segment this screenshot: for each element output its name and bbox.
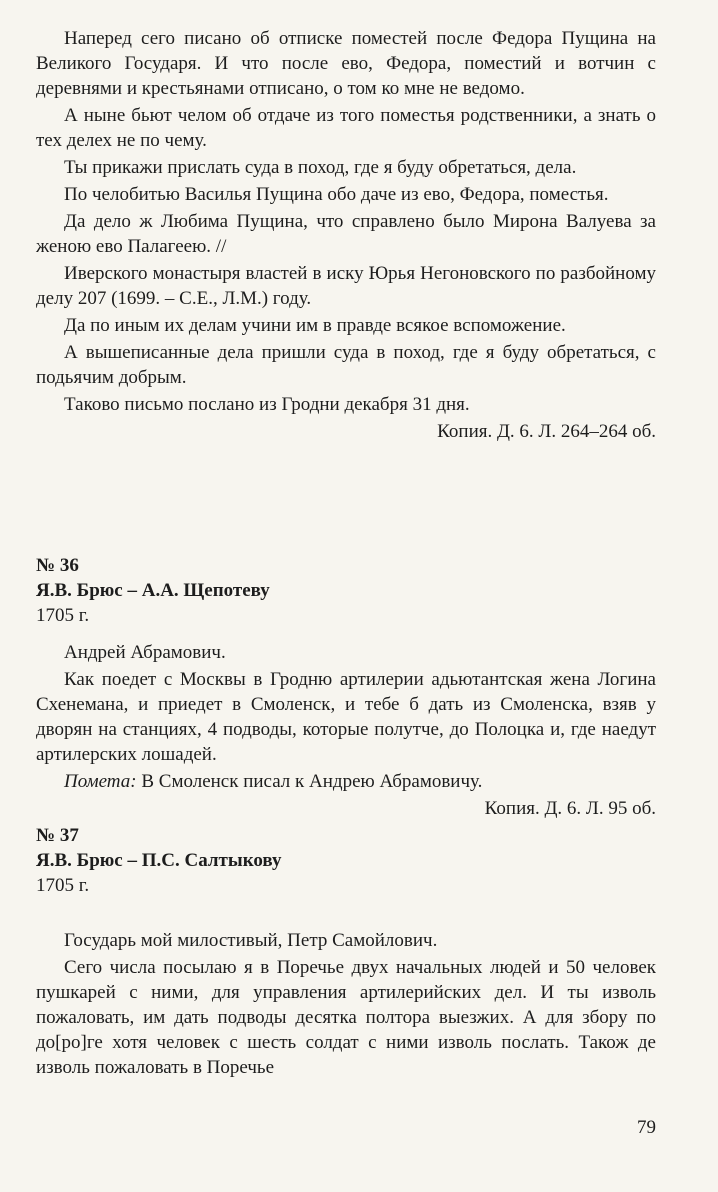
paragraph: Ты прикажи прислать суда в поход, где я буду обретаться, дела. bbox=[64, 157, 577, 178]
paragraph: А вышеписанные дела пришли суда в поход, где я буду обретаться, с подьячим добрым. bbox=[36, 342, 656, 388]
document-number: № 36 bbox=[36, 555, 79, 576]
paragraph: Сего числа посылаю я в Поречье двух начальных людей и 50 человек пушкарей с ними, для управления артилерийских дел. И ты изволь пожаловать, им дать подводы десятка полтора выезжих. А для збору по до[ро]ге хотя человек с шесть солдат с ними изволь послать. Також де изволь пожаловать в Поречье bbox=[36, 957, 656, 1078]
archive-source: Копия. Д. 6. Л. 264–264 об. bbox=[437, 421, 656, 442]
document-addressee: Я.В. Брюс – А.А. Щепотеву bbox=[36, 580, 270, 601]
paragraph: Да дело ж Любима Пущина, что справлено было Мирона Валуева за женою ево Палагеею. // bbox=[36, 211, 656, 257]
note bbox=[36, 769, 656, 794]
archive-source: Копия. Д. 6. Л. 95 об. bbox=[484, 798, 656, 819]
page-number: 79 bbox=[637, 1117, 656, 1138]
salutation: Андрей Абрамович. bbox=[64, 642, 226, 663]
document-36 bbox=[36, 553, 656, 821]
paragraph: По челобитью Василья Пущина обо даче из ево, Федора, поместья. bbox=[64, 184, 609, 205]
paragraph: Наперед сего писано об отписке поместей после Федора Пущина на Великого Государя. И что после ево, Федора, поместий и вотчин с деревнями и крестьянами отписано, о том ко мне не ведомо. bbox=[36, 28, 656, 99]
document-addressee: Я.В. Брюс – П.С. Салтыкову bbox=[36, 850, 282, 871]
note-label: Помета: bbox=[64, 771, 137, 792]
paragraph: Таково письмо послано из Гродни декабря 31 дня. bbox=[64, 394, 470, 415]
document-year: 1705 г. bbox=[36, 605, 90, 626]
note-text: В Смоленск писал к Андрею Абрамовичу. bbox=[141, 771, 483, 792]
salutation: Государь мой милостивый, Петр Самойлович. bbox=[64, 930, 438, 951]
document-37 bbox=[36, 823, 656, 1082]
document-number: № 37 bbox=[36, 825, 79, 846]
paragraph: А ныне бьют челом об отдаче из того поместья родственники, а знать о тех делех не по чему. bbox=[36, 105, 656, 151]
paragraph: Да по иным их делам учини им в правде всякое вспоможение. bbox=[64, 315, 566, 336]
paragraph: Иверского монастыря властей в иску Юрья Негоновского по разбойному делу 207 (1699. – С.Е., Л.М.) году. bbox=[36, 263, 656, 309]
paragraph: Как поедет с Москвы в Гродню артилерии адьютантская жена Логина Схенемана, и приедет в Смоленск, и тебе б дать из Смоленска, взяв у дворян на станциях, 4 подводы, которые полутче, до Полоцка и, где наедут артилерских лошадей. bbox=[36, 669, 656, 765]
document-year: 1705 г. bbox=[36, 875, 90, 896]
previous-letter-continuation bbox=[36, 26, 656, 444]
